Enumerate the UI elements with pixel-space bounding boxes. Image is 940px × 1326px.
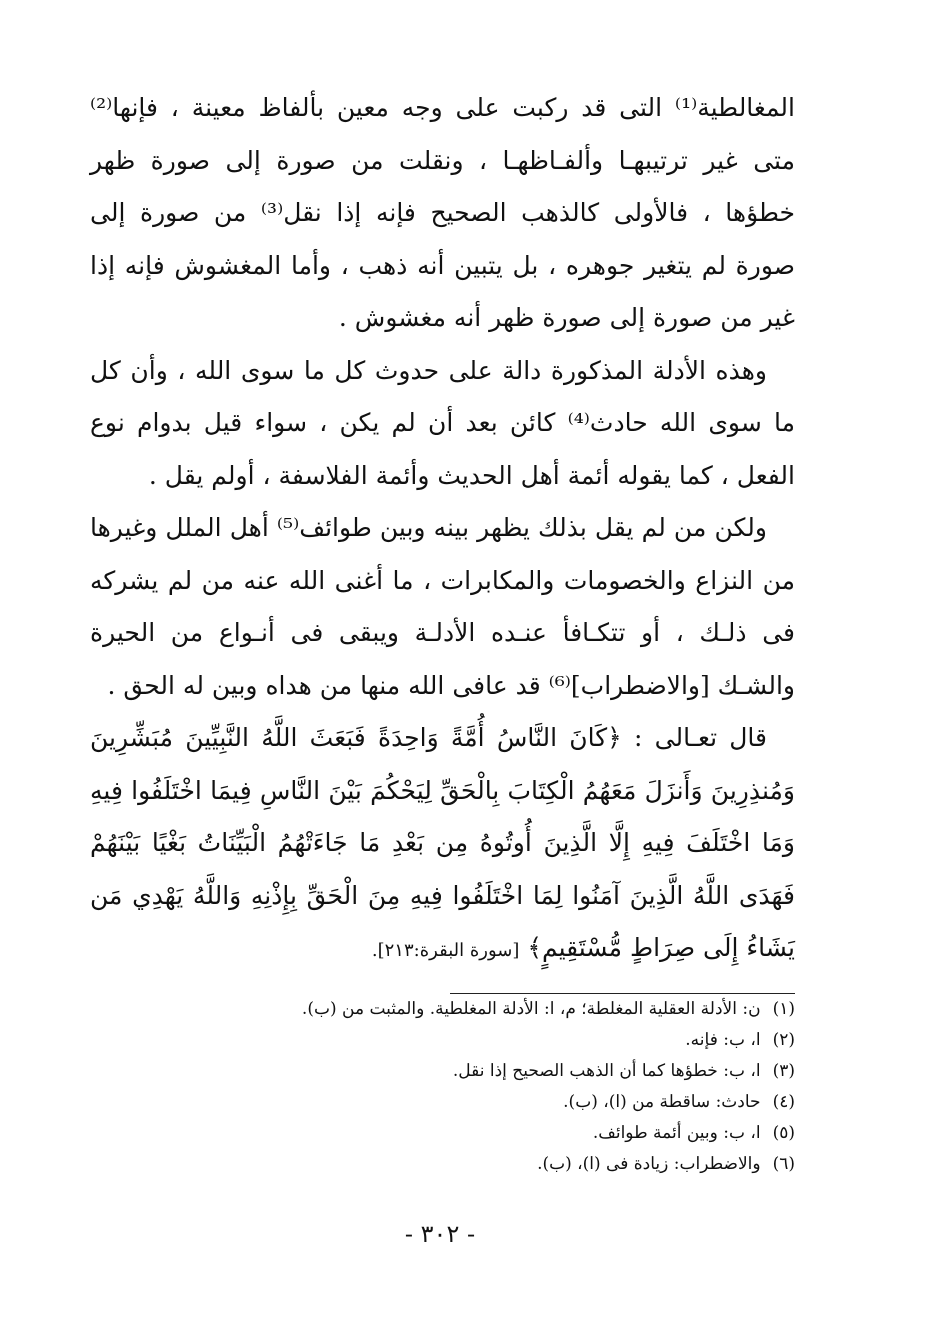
quran-paragraph bbox=[90, 712, 795, 978]
footnote-item bbox=[90, 1149, 795, 1180]
footnote-number: (٦) bbox=[772, 1154, 795, 1174]
footnote-text: ن: الأدلة العقلية المغلطة؛ م، ا: الأدلة المغلطية. والمثبت من (ب). bbox=[301, 999, 761, 1019]
paragraph: وهذه الأدلة المذكورة دالة على حدوث كل ما سوى الله ، وأن كل ما سوى الله حادث⁽⁴⁾ كائن بعد أن لم يكن ، سواء قيل بدوام نوع الفعل ، كما يقوله أئمة أهل الحديث وأئمة الفلاسفة ، أولم يقل . bbox=[90, 355, 795, 490]
footnote-text: والاضطراب: زيادة فى (ا)، (ب). bbox=[537, 1154, 761, 1174]
quran-reference: [سورة البقرة:٢١٣]. bbox=[371, 940, 520, 961]
footnote-number: (٢) bbox=[772, 1030, 795, 1050]
footnote-text: ا، ب: فإنه. bbox=[685, 1030, 761, 1050]
quran-intro: قال تعـالى : bbox=[634, 723, 768, 752]
footnote-item bbox=[90, 1025, 795, 1056]
footnote-number: (١) bbox=[772, 999, 795, 1019]
footnote-text: ا، ب: خطؤها كما أن الذهب الصحيح إذا نقل. bbox=[452, 1061, 761, 1081]
footnote-item bbox=[90, 994, 795, 1025]
paragraph: المغالطية⁽¹⁾ التى قد ركبت على وجه معين بألفاظ معينة ، فإنها⁽²⁾ متى غير ترتيبهـا وألفـاظهـا ، ونقلت من صورة إلى صورة ظهر خطؤها ، فالأولى كالذهب الصحيح فإنه إذا نقل⁽³⁾ من صورة إلى صورة لم يتغير جوهره ، بل يتبين أنه ذهب ، وأما المغشوش فإنه إذا غير من صورة إلى صورة ظهر أنه مغشوش . bbox=[90, 93, 795, 332]
page-body bbox=[90, 82, 795, 978]
footnote-number: (٣) bbox=[772, 1061, 795, 1081]
footnotes bbox=[90, 994, 795, 1180]
footnote-number: (٤) bbox=[772, 1092, 795, 1112]
paragraph: ولكن من لم يقل بذلك يظهر بينه وبين طوائف⁽⁵⁾ أهل الملل وغيرها من النزاع والخصومات والمكابرات ، ما أغنى الله عنه من لم يشركه فى ذلـك ، أو تتكـافأ عنـده الأدلـة ويبقى فى أنـواع من الحيرة والشـك [والاضطراب]⁽⁶⁾ قد عافى الله منها من هداه وبين له الحق . bbox=[90, 513, 795, 700]
page-number: - ٣٠٢ - bbox=[404, 1220, 476, 1248]
footnote-text: حادث: ساقطة من (ا)، (ب). bbox=[563, 1092, 761, 1112]
footnote-item bbox=[90, 1056, 795, 1087]
footnote-item bbox=[90, 1087, 795, 1118]
footnote-text: ا، ب: وبين أئمة طوائف. bbox=[592, 1123, 761, 1143]
footnote-number: (٥) bbox=[772, 1123, 795, 1143]
footnote-item bbox=[90, 1118, 795, 1149]
quran-verse: ﴿كَانَ النَّاسُ أُمَّةً وَاحِدَةً فَبَعَثَ اللَّهُ النَّبِيِّينَ مُبَشِّرِينَ وَمُنذِرِينَ وَأَنزَلَ مَعَهُمُ الْكِتَابَ بِالْحَقِّ لِيَحْكُمَ بَيْنَ النَّاسِ فِيمَا اخْتَلَفُوا فِيهِ وَمَا اخْتَلَفَ فِيهِ إِلَّا الَّذِينَ أُوتُوهُ مِن بَعْدِ مَا جَاءَتْهُمُ الْبَيِّنَاتُ بَغْيًا بَيْنَهُمْ فَهَدَى اللَّهُ الَّذِينَ آمَنُوا لِمَا اخْتَلَفُوا فِيهِ مِنَ الْحَقِّ بِإِذْنِهِ وَاللَّهُ يَهْدِي مَن يَشَاءُ إِلَى صِرَاطٍ مُّسْتَقِيمٍ﴾ bbox=[90, 723, 795, 962]
